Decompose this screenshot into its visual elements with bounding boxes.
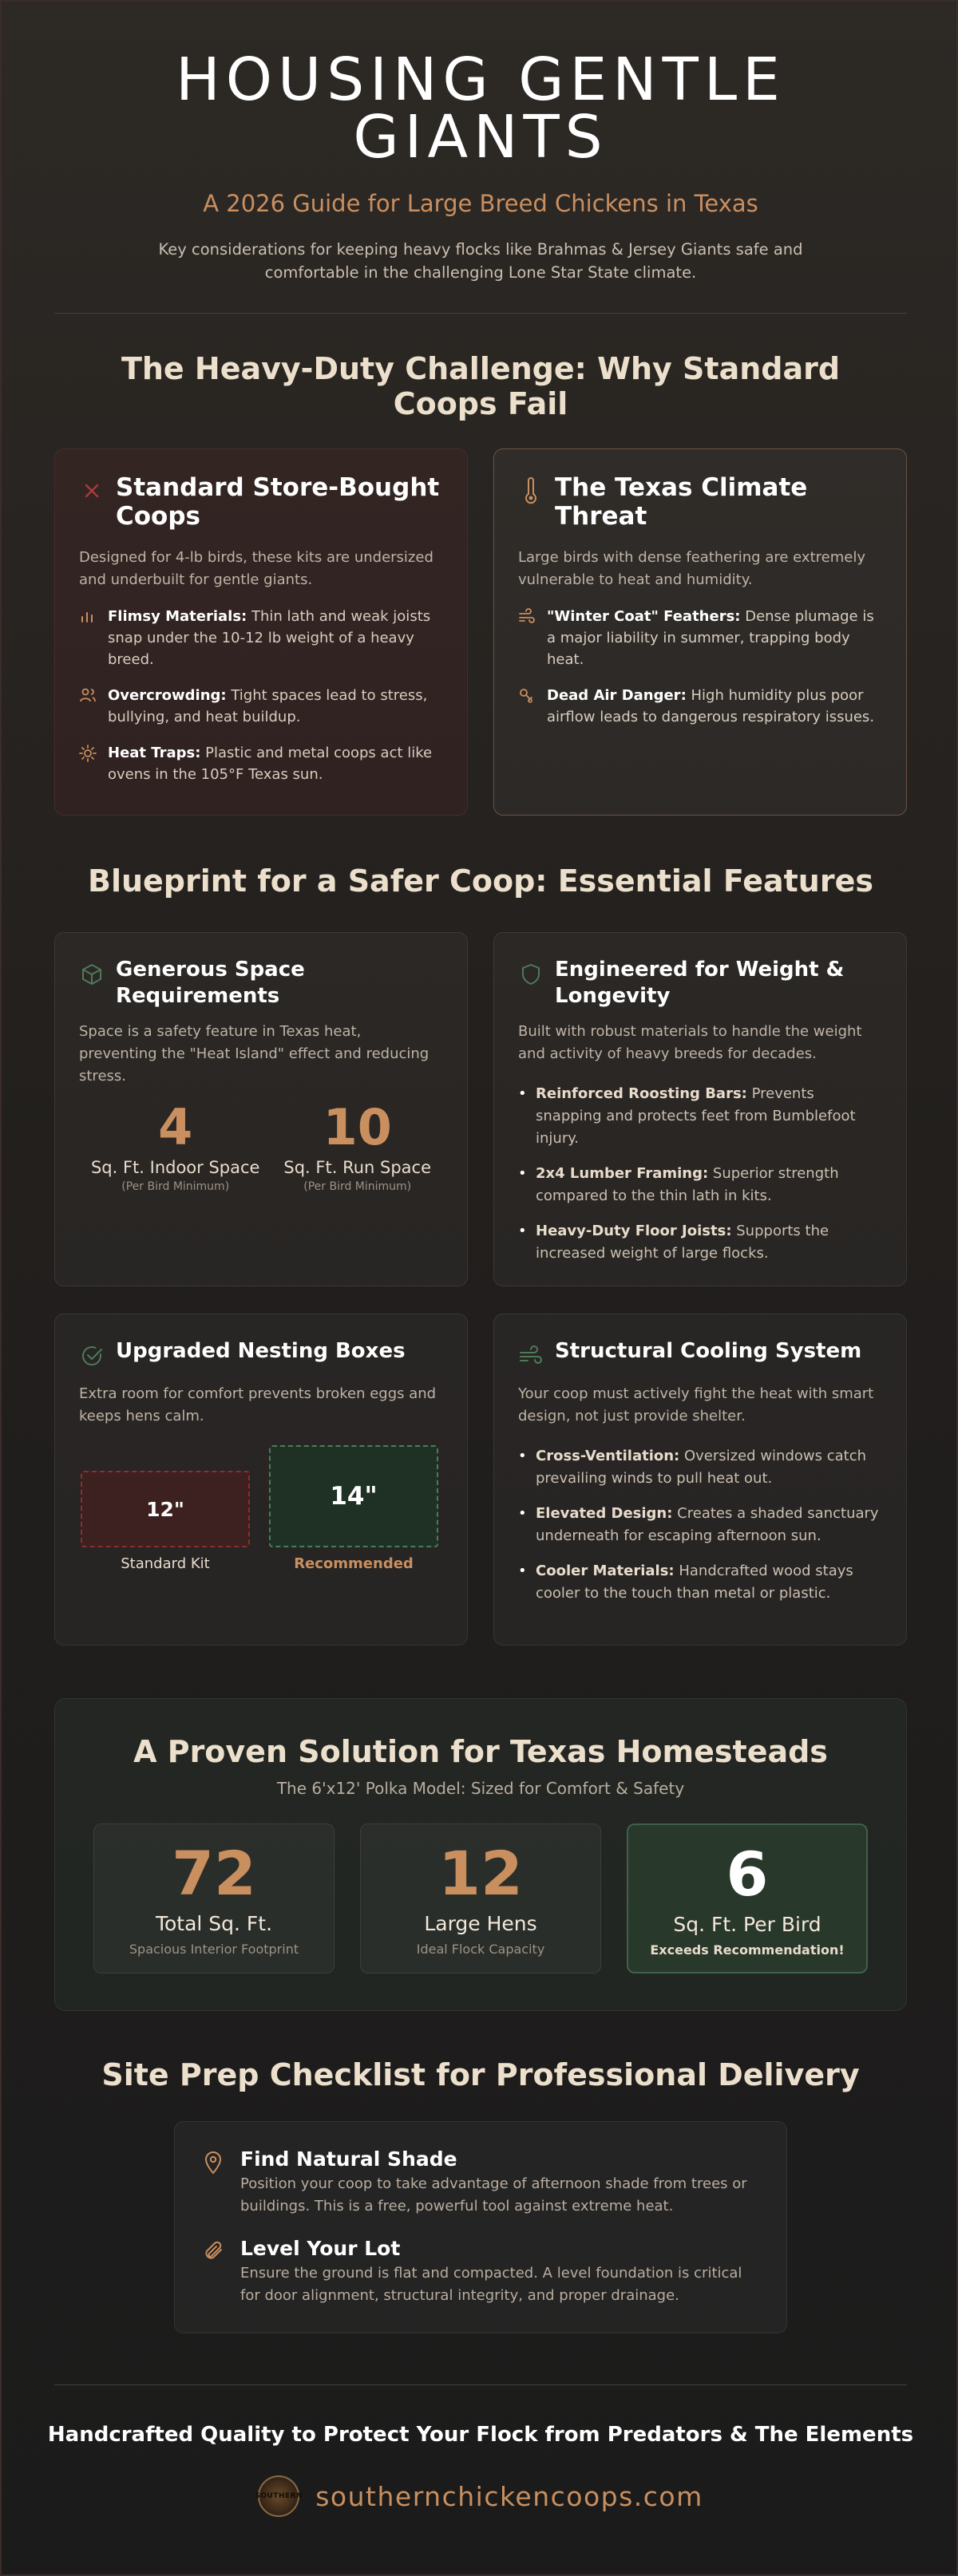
store-feature	[79, 685, 443, 728]
checklist-item-text: Position your coop to take advantage of afternoon shade from trees or buildings. This is a free, powerful tool against extreme heat.	[240, 2175, 747, 2214]
paperclip-icon	[204, 2240, 224, 2307]
checklist-item-title: Level Your Lot	[240, 2237, 401, 2260]
page-subtitle: A 2026 Guide for Large Breed Chickens in Texas	[203, 190, 758, 217]
weight-card-title: Engineered for Weight & Longevity	[555, 958, 845, 1008]
cooling-card	[493, 1314, 907, 1646]
checklist-panel	[174, 2121, 787, 2333]
stat-sub: (Per Bird Minimum)	[121, 1180, 230, 1193]
stat-number: 72	[172, 1838, 256, 1909]
total-sqft-box	[93, 1823, 335, 1973]
store-card-title: Standard Store-Bought Coops	[116, 473, 440, 531]
stat-number: 10	[323, 1098, 392, 1156]
space-stats	[79, 1098, 443, 1193]
x-icon	[79, 476, 105, 505]
feature-bold: Flimsy Materials:	[108, 608, 247, 625]
bullet-text: Prevents snapping and protects feet from Bumblefoot injury.	[536, 1085, 856, 1147]
feature-bold: Heat Traps:	[108, 745, 201, 761]
recommended-nest-label: Recommended	[294, 1555, 414, 1572]
bar-chart-icon	[79, 608, 97, 670]
climate-card-title: The Texas Climate Threat	[555, 473, 808, 531]
proven-solution-panel	[54, 1698, 907, 2011]
challenge-title: The Heavy-Duty Challenge: Why Standard Coops Fail	[121, 351, 841, 421]
weight-bullet	[518, 1220, 882, 1265]
divider	[54, 313, 907, 314]
page-title: HOUSING GENTLE GIANTS	[176, 45, 786, 172]
weight-card	[493, 932, 907, 1286]
cube-icon	[79, 960, 105, 989]
feature-text: Dense plumage is a major liability in summer, trapping body heat.	[547, 608, 874, 668]
intro-text: Key considerations for keeping heavy flocks like Brahmas & Jersey Giants safe and comfortable in the challenging Lone Star State climate.	[158, 240, 803, 282]
bullet-text: Handcrafted wood stays cooler to the touch than metal or plastic.	[536, 1563, 853, 1602]
website-link[interactable]: southernchickencoops.com	[315, 2480, 703, 2512]
feature-text: High humidity plus poor airflow leads to dangerous respiratory issues.	[547, 687, 875, 725]
nesting-card	[54, 1314, 468, 1646]
bullet-text: Oversized windows catch prevailing winds to pull heat out.	[536, 1448, 867, 1487]
footer-tagline: Handcrafted Quality to Protect Your Flock from Predators & The Elements	[47, 2423, 914, 2447]
bullet-bold: Elevated Design:	[536, 1505, 673, 1522]
cooling-bullet	[518, 1445, 882, 1490]
checklist-title: Site Prep Checklist for Professional Delivery	[101, 2057, 860, 2092]
checklist-item-text: Ensure the ground is flat and compacted. A level foundation is critical for door alignment, structural integrity, and proper drainage.	[240, 2265, 742, 2304]
bullet-bold: Cooler Materials:	[536, 1563, 675, 1579]
bullet-bold: Cross-Ventilation:	[536, 1448, 680, 1464]
bullet-text: Supports the increased weight of large flocks.	[536, 1223, 829, 1262]
bullet-text: Creates a shaded sanctuary underneath for escaping afternoon sun.	[536, 1505, 879, 1544]
stat-sub: Exceeds Recommendation!	[650, 1942, 845, 1958]
cooling-card-lead: Your coop must actively fight the heat with smart design, not just provide shelter.	[518, 1385, 874, 1424]
climate-feature	[518, 685, 882, 728]
recommended-nest-box: 14"	[269, 1445, 438, 1547]
bullet-bold: 2x4 Lumber Framing:	[536, 1165, 709, 1182]
checklist-item	[204, 2237, 762, 2307]
bullet-bold: Heavy-Duty Floor Joists:	[536, 1223, 732, 1239]
bullet-bold: Reinforced Roosting Bars:	[536, 1085, 747, 1102]
space-card-title: Generous Space Requirements	[116, 958, 305, 1008]
stat-sub: Spacious Interior Footprint	[129, 1942, 299, 1957]
indoor-stat	[90, 1098, 260, 1193]
stat-label: Total Sq. Ft.	[155, 1912, 273, 1935]
nesting-card-title: Upgraded Nesting Boxes	[116, 1339, 406, 1363]
sun-icon	[79, 745, 97, 785]
climate-feature	[518, 606, 882, 670]
stat-number: 4	[158, 1098, 193, 1156]
store-bought-card	[54, 448, 468, 816]
cooling-bullet	[518, 1503, 882, 1547]
stat-number: 6	[726, 1839, 769, 1910]
standard-nest-label: Standard Kit	[121, 1555, 210, 1572]
shield-icon	[518, 960, 544, 989]
wind-icon	[518, 1341, 544, 1370]
stat-sub: (Per Bird Minimum)	[303, 1180, 412, 1193]
proven-title: A Proven Solution for Texas Homesteads	[133, 1734, 828, 1769]
space-card	[54, 932, 468, 1286]
space-card-lead: Space is a safety feature in Texas heat, preventing the "Heat Island" effect and reducing stress.	[79, 1023, 430, 1085]
large-hens-box	[360, 1823, 601, 1973]
stat-label: Sq. Ft. Indoor Space	[90, 1158, 260, 1177]
stat-sub: Ideal Flock Capacity	[416, 1942, 545, 1957]
wind-icon	[518, 608, 536, 670]
logo-text: SOUTHERN	[255, 2492, 303, 2500]
weight-card-lead: Built with robust materials to handle the weight and activity of heavy breeds for decades.	[518, 1023, 862, 1062]
blueprint-title: Blueprint for a Safer Coop: Essential Features	[87, 863, 873, 899]
cooling-bullet	[518, 1560, 882, 1605]
lungs-icon	[518, 687, 536, 728]
footer-brand	[2, 2475, 958, 2517]
per-bird-box	[627, 1823, 868, 1973]
feature-bold: Overcrowding:	[108, 687, 227, 704]
checklist-item	[204, 2147, 762, 2218]
run-stat	[283, 1098, 432, 1193]
cooling-card-title: Structural Cooling System	[555, 1339, 862, 1363]
standard-nest-box: 12"	[81, 1471, 250, 1547]
hero-header	[2, 45, 958, 284]
bullet-text: Superior strength compared to the thin lath in kits.	[536, 1165, 839, 1204]
divider	[54, 2384, 907, 2385]
store-feature	[79, 742, 443, 785]
feature-text: Thin lath and weak joists snap under the 10-12 lb weight of a heavy breed.	[108, 608, 431, 668]
feature-bold: "Winter Coat" Feathers:	[547, 608, 741, 625]
stat-label: Sq. Ft. Run Space	[283, 1158, 432, 1177]
climate-card-lead: Large birds with dense feathering are extremely vulnerable to heat and humidity.	[518, 549, 865, 588]
brand-logo	[255, 2475, 303, 2517]
weight-bullet	[518, 1083, 882, 1150]
store-card-lead: Designed for 4-lb birds, these kits are undersized and underbuilt for gentle giants.	[79, 549, 433, 588]
feature-text: Plastic and metal coops act like ovens in the 105°F Texas sun.	[108, 745, 433, 783]
feature-text: Tight spaces lead to stress, bullying, and heat buildup.	[108, 687, 428, 725]
weight-bullet	[518, 1163, 882, 1207]
feature-bold: Dead Air Danger:	[547, 687, 687, 704]
climate-card	[493, 448, 907, 816]
checklist-item-title: Find Natural Shade	[240, 2147, 457, 2171]
stat-label: Large Hens	[424, 1912, 537, 1935]
users-icon	[79, 687, 97, 728]
nesting-card-lead: Extra room for comfort prevents broken eggs and keeps hens calm.	[79, 1385, 437, 1424]
stat-label: Sq. Ft. Per Bird	[673, 1913, 821, 1936]
map-pin-icon	[204, 2151, 224, 2218]
check-circle-icon	[79, 1341, 105, 1370]
store-feature	[79, 606, 443, 670]
stat-number: 12	[438, 1838, 523, 1909]
proven-subtitle: The 6'x12' Polka Model: Sized for Comfort & Safety	[276, 1779, 685, 1798]
thermometer-icon	[518, 476, 544, 505]
